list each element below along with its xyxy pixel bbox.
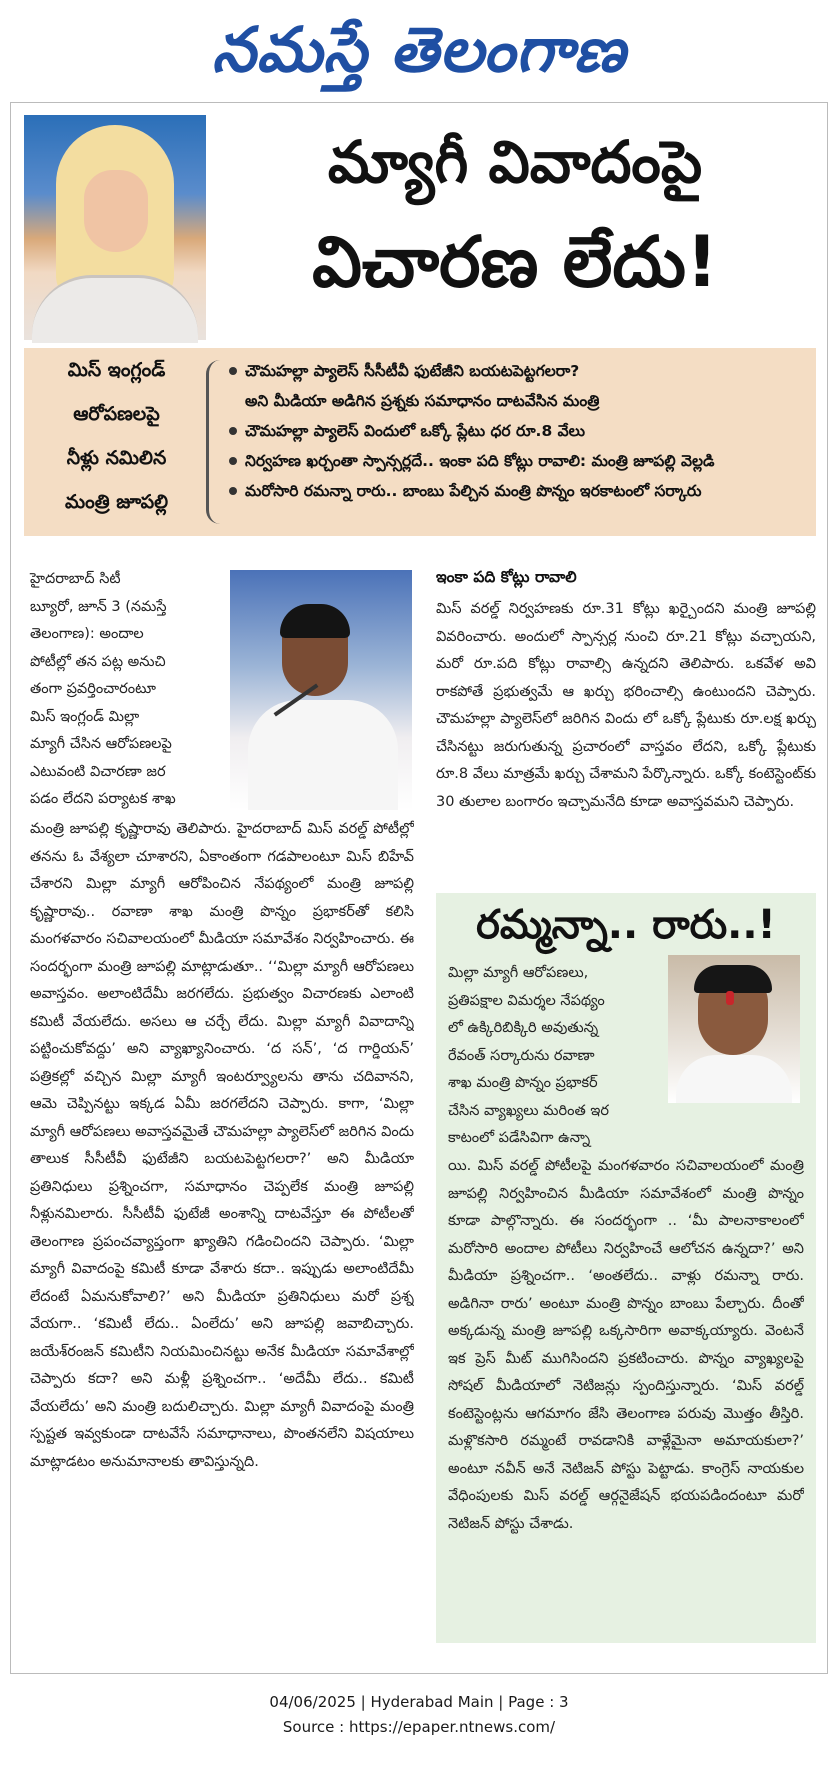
box-title: రమ్మన్నా.. రారు..! bbox=[476, 902, 776, 948]
newspaper-logo: నమస్తే తెలంగాణ bbox=[211, 13, 627, 86]
article-body: మంత్రి జూపల్లి కృష్ణారావు తెలిపారు. హైదరాబాద్ మిస్ వరల్డ్ పోటీల్లో తనను ఓ వేశ్యలా చూశారని, ఏకాంతంగా గడపాలంటూ మిస్ బిహేవ్ చేశారని మిల్లా మ్యాగీ ఆరోపించిన నేపథ్యంలో మంత్రి జూపల్లి కృష్ణారావు.. రవాణా శాఖ మంత్రి పొన్నం ప్రభాకర్‌తో కలిసి మంగళవారం సచివాలయంలో మీడియా సమావేశం నిర్వహించారు. ఈ సందర్భంగా మంత్రి జూపల్లి మాట్లాడుతూ.. ‘‘మిల్లా మ్యాగీ ఆరోపణలు అవాస్తవం. అలాంటిదేమీ జరగలేదు. ప్రభుత్వం విచారణకు ఎలాంటి కమిటీ వేయలేదు. అసలు ఆ చర్చే లేదు. మిల్లా మ్యాగీ వివాదాన్ని పట్టించుకోవద్దు’ అని వ్యాఖ్యానించారు. ‘ద సన్’, ‘ద గార్డియన్’ పత్రికల్లో వచ్చిన మిల్లా మ్యాగీ ఇంటర్వ్యూలను తాను చదివానని, ఆమె చెప్పినట్టు ఇక్కడ ఏమీ జరగలేదని చెప్పారు. కాగా, ‘మిల్లా మ్యాగీ ఆరోపణలు అవాస్తవమైతే చౌమహల్లా ప్యాలెస్‌లో జరిగిన విందు తాలుక సీసీటీవీ ఫుటేజీని బయటపెట్టగలరా?’ అని మీడియా ప్రతినిధులు ప్రశ్నించగా, సమాధానం చెప్పలేక మంత్రి జూపల్లి నీళ్లునమిలారు. సీసీటీవీ ఫుటేజీ అంశాన్ని దాటవేస్తూ ఈ పోటీలతో తెలంగాణ ప్రపంచవ్యాప్తంగా ఖ్యాతిని గడించిందని చెప్పారు. ‘మిల్లా మ్యాగీ వివాదంపై కమిటీ కూడా వేశారు కదా.. ఇప్పుడు అలాంటిదేమీ లేదంటే ఏమనుకోవాలి?’ అని మీడియా ప్రతినిధులు మరో ప్రశ్న వేయగా.. ‘కమిటీ లేదు.. ఏంలేదు’ అని జూపల్లి జవాబిచ్చారు. జయేశ్‌రంజన్ కమిటీని నియమించినట్టు అనేక మీడియా సమావేశాల్లో చెప్పారు కదా? అని మళ్లీ ప్రశ్నించగా.. ‘అదేమీ లేదు.. కమిటీ వేయలేదు’ అని మంత్రి బదులిచ్చారు. మిల్లా మ్యాగీ వివాదంపై మంత్రి స్పష్టత ఇవ్వకుండా దాటవేసే సమాధానాలు, పొంతనలేని విషయాలు మాట్లాడటం అనుమానాలకు తావిస్తున్నది. bbox=[30, 821, 414, 1470]
summary-left-line: మిస్ ఇంగ్లండ్ bbox=[67, 359, 166, 381]
box-top: మిల్లా మ్యాగీ ఆరోపణలు, ప్రతిపక్షాల విమర్శల నేపథ్యం లో ఉక్కిరిబిక్కిరి అవుతున్న రేవంత్ సర్కారును రవాణా శాఖ మంత్రి పొన్నం ప్రభాకర్ చేసిన వ్యాఖ్యలు మరింత ఇర కాటంలో పడేసివిగా ఉన్నా bbox=[448, 965, 609, 1146]
bullet-icon bbox=[229, 487, 237, 495]
summary-left-line: మంత్రి జూపల్లి bbox=[64, 491, 169, 513]
footer-source-line[interactable]: Source : https://epaper.ntnews.com/ bbox=[282, 1718, 556, 1736]
brace-divider bbox=[206, 360, 229, 524]
summary-box bbox=[24, 348, 816, 536]
summary-bullet: చౌమహల్లా ప్యాలెస్ సీసీటీవీ ఫుటేజీని బయటపెట్టగలరా? bbox=[229, 356, 814, 386]
miss-england-photo bbox=[24, 115, 206, 340]
article-top: హైదరాబాద్ సిటీ బ్యూరో, జూన్ 3 (నమస్తే తెలంగాణ): అందాల పోటీల్లో తన పట్ల అనుచి తంగా ప్రవర్తించారంటూ మిస్ ఇంగ్లండ్ మిల్లా మ్యాగీ చేసిన ఆరోపణలపై ఎటువంటి విచారణా జర పడం లేదని పర్యాటక శాఖ bbox=[30, 571, 176, 807]
box-body: యి. మిస్ వరల్డ్ పోటీలపై మంగళవారం సచివాలయంలో మంత్రి జూపల్లి నిర్వహించిన మీడియా సమావేశంలో మంత్రి పొన్నం కూడా పాల్గొన్నారు. ఈ సందర్భంగా .. ‘మీ పాలనాకాలంలో మరోసారి అందాల పోటీలు నిర్వహించే ఆలోచన ఉన్నదా?’ అని మీడియా ప్రశ్నించగా.. ‘అంతలేదు.. వాళ్లు రమన్నా రారు. అడిగినా రారు’ అంటూ మంత్రి పొన్నం బాంబు పేల్చారు. దీంతో అక్కడున్న మంత్రి జూపల్లి ఒక్కసారిగా అవాక్కయ్యారు. వెంటనే ఇక ప్రెస్ మీట్ ముగిసిందని ప్రకటించారు. పొన్నం వ్యాఖ్యలపై సోషల్ మీడియాలో నెటిజన్లు స్పందిస్తున్నారు. ‘మిస్ వరల్డ్ కంటెస్టెంట్లను ఆగమాగం జేసి తెలంగాణ పరువు మొత్తం తీస్తిరి. మళ్లొకసారి రమ్మంటే రావడానికి వాళ్లేమైనా అమాయకులా?’ అంటూ నవీన్ అనే నెటిజన్ పోస్టు పెట్టాడు. కాంగ్రెస్ నాయకుల వేధింపులకు మిస్ వరల్డ్ ఆర్గనైజేషన్ భయపడిందంటూ మరో నెటిజన్ పోస్టు చేశాడు. bbox=[448, 1158, 804, 1532]
minister-jupally-photo bbox=[230, 570, 412, 810]
side-body: మిస్ వరల్డ్ నిర్వహణకు రూ.31 కోట్లు ఖర్చైందని మంత్రి జూపల్లి వివరించారు. అందులో స్పాన్సర్ల నుంచి రూ.21 కోట్లు వచ్చాయని, మరో రూ.పది కోట్లు రావాల్సి ఉన్నదని తెలిపారు. ఒకవేళ అవి రాకపోతే ప్రభుత్వమే ఆ ఖర్చు భరించాల్సి ఉంటుందని చెప్పారు. చౌమహల్లా ప్యాలెస్‌లో జరిగిన విందు లో ఒక్కో ప్లేటుకు రూ.లక్ష ఖర్చు చేసినట్టు జరుగుతున్న ప్రచారంలో వాస్తవం లేదని, ఒక్కో ప్లేటుకు రూ.8 వేలు మాత్రమే ఖర్చు చేశామని పేర్కొన్నారు. ఒక్కో కంటెస్టెంట్‌కు 30 తులాల బంగారం ఇచ్చామనేది కూడా అవాస్తవమని చెప్పారు. bbox=[436, 601, 816, 810]
summary-bullet: మరోసారి రమన్నా రారు.. బాంబు పేల్చిన మంత్రి పొన్నం ఇరకాటంలో సర్కారు bbox=[229, 476, 814, 506]
masthead bbox=[0, 0, 838, 100]
summary-bullet: నిర్వహణ ఖర్చంతా స్పాన్సర్లదే.. ఇంకా పది కోట్లు రావాలి: మంత్రి జూపల్లి వెల్లడి bbox=[229, 446, 814, 476]
side-subhead: ఇంకా పది కోట్లు రావాలి bbox=[436, 568, 577, 586]
bullet-icon bbox=[229, 457, 237, 465]
summary-bullet: చౌమహల్లా ప్యాలెస్ విందులో ఒక్కో ప్లేటు ధర రూ.8 వేలు bbox=[229, 416, 814, 446]
summary-left bbox=[24, 348, 209, 536]
bullet-icon bbox=[229, 367, 237, 375]
headline-line-2: విచారణ లేదు! bbox=[312, 221, 718, 303]
summary-bullet: అని మీడియా అడిగిన ప్రశ్నకు సమాధానం దాటవేసిన మంత్రి bbox=[245, 392, 600, 410]
summary-left-line: నీళ్లు నమిలిన bbox=[66, 447, 167, 469]
footer-date-line: 04/06/2025 | Hyderabad Main | Page : 3 bbox=[269, 1693, 569, 1711]
summary-bullets bbox=[229, 356, 814, 506]
minister-ponnam-photo bbox=[668, 955, 800, 1103]
summary-left-line: ఆరోపణలపై bbox=[73, 403, 160, 425]
headline bbox=[215, 118, 815, 318]
bullet-icon bbox=[229, 427, 237, 435]
headline-line-1: మ్యాగీ వివాదంపై bbox=[327, 128, 703, 196]
